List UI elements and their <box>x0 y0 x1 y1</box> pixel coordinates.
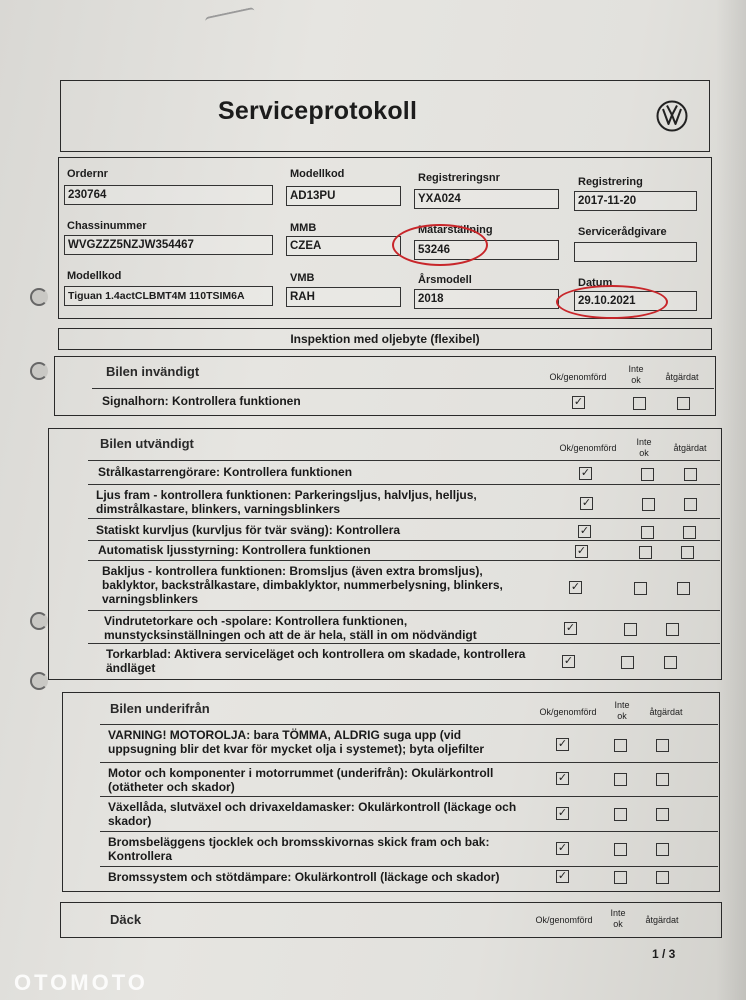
field-label-modellkod-2: Modellkod <box>67 270 122 282</box>
column-atgardat-header: åtgärdat <box>649 707 683 717</box>
vw-logo-icon <box>656 100 688 132</box>
table-row <box>100 831 718 832</box>
checkbox-ok[interactable]: ✓ <box>557 738 568 750</box>
table-row <box>88 560 720 561</box>
column-inte-header: Inte <box>636 437 652 447</box>
punch-hole <box>30 288 48 306</box>
column-atgardat-header: åtgärdat <box>645 915 679 925</box>
table-row <box>92 388 714 389</box>
row-text: Vindrutetorkare och -spolare: Kontrollera funktionen, munstycksinställningen och att de är hela, ställ in om nödvändigt <box>104 614 477 642</box>
field-value-ordernr: 230764 <box>64 185 273 205</box>
column-atgardat-header: åtgärdat <box>673 443 707 453</box>
checkbox-atgardat[interactable] <box>656 773 669 786</box>
table-row <box>88 643 720 644</box>
punch-hole <box>30 612 48 630</box>
table-row <box>88 610 720 611</box>
table-row <box>100 866 718 867</box>
row-text: Torkarblad: Aktivera serviceläget och kontrollera om skadade, kontrollera ändläget <box>106 647 526 675</box>
column-inte-ok-header: ok <box>639 448 649 458</box>
punch-hole <box>30 672 48 690</box>
checkbox-inte-ok[interactable] <box>634 582 647 595</box>
row-text: Automatisk ljusstyrning: Kontrollera funktionen <box>98 543 371 557</box>
column-inte-ok-header: ok <box>613 919 623 929</box>
field-value-mmb: CZEA <box>286 236 401 256</box>
checkbox-ok[interactable]: ✓ <box>576 545 587 557</box>
checkbox-ok[interactable]: ✓ <box>570 581 581 593</box>
checkbox-inte-ok[interactable] <box>614 843 627 856</box>
checkbox-atgardat[interactable] <box>681 546 694 559</box>
section-title: Bilen invändigt <box>106 364 200 379</box>
checkbox-inte-ok[interactable] <box>614 739 627 752</box>
field-label-chassinummer: Chassinummer <box>67 220 147 232</box>
field-value-chassinummer: WVGZZZ5NZJW354467 <box>64 235 273 255</box>
row-text: Ljus fram - kontrollera funktionen: Parkeringsljus, halvljus, helljus, dimstrålkastare, blinkers, varningsblinkers <box>96 488 477 516</box>
row-text: VARNING! MOTOROLJA: bara TÖMMA, ALDRIG suga upp (vid uppsugning blir det kvar för mycket olja i systemet); byta oljefilter <box>108 728 485 756</box>
field-value-datum: 29.10.2021 <box>574 291 697 311</box>
row-text: Växellåda, slutväxel och drivaxeldamasker: Okulärkontroll (läckage och skador) <box>108 800 517 828</box>
row-text: Bakljus - kontrollera funktionen: Bromsljus (även extra bromsljus), baklyktor, backstrålkastare, dimbaklyktor, nummerbelysning, blinkers, varningsblinkers <box>102 564 503 606</box>
checkbox-atgardat[interactable] <box>656 808 669 821</box>
checkbox-ok[interactable]: ✓ <box>580 467 591 479</box>
field-value-model: Tiguan 1.4actCLBMT4M 110TSIM6A <box>64 286 273 306</box>
table-row <box>100 762 718 763</box>
checkbox-inte-ok[interactable] <box>614 808 627 821</box>
page-title: Serviceprotokoll <box>218 97 418 125</box>
table-row <box>100 724 718 725</box>
checkbox-inte-ok[interactable] <box>639 546 652 559</box>
checkbox-inte-ok[interactable] <box>633 397 646 410</box>
field-label-vmb: VMB <box>290 272 315 284</box>
checkbox-ok[interactable]: ✓ <box>557 842 568 854</box>
checkbox-inte-ok[interactable] <box>624 623 637 636</box>
field-label-serviceradgivare: Servicerådgivare <box>578 226 667 238</box>
field-value-arsmodell: 2018 <box>414 289 559 309</box>
checkbox-ok[interactable]: ✓ <box>557 772 568 784</box>
column-ok-header: Ok/genomförd <box>559 443 617 453</box>
column-ok-header: Ok/genomförd <box>549 372 607 382</box>
checkbox-inte-ok[interactable] <box>642 498 655 511</box>
field-label-modellkod: Modellkod <box>290 168 345 180</box>
row-text: Signalhorn: Kontrollera funktionen <box>102 394 301 408</box>
red-circle-date <box>556 285 668 319</box>
watermark: OTOMOTO <box>14 970 148 995</box>
field-value-modellkod: AD13PU <box>286 186 401 206</box>
checkbox-inte-ok[interactable] <box>621 656 634 669</box>
inspection-banner: Inspektion med oljebyte (flexibel) <box>58 328 712 350</box>
column-inte-ok-header: ok <box>631 375 641 385</box>
row-text: Motor och komponenter i motorrummet (underifrån): Okulärkontroll (otätheter och skador) <box>108 766 494 794</box>
field-label-arsmodell: Årsmodell <box>418 274 472 286</box>
field-label-registreringsnr: Registreringsnr <box>418 172 500 184</box>
table-row <box>100 796 718 797</box>
field-label-registrering: Registrering <box>578 176 643 188</box>
field-value-matarstallning: 53246 <box>414 240 559 260</box>
checkbox-atgardat[interactable] <box>684 468 697 481</box>
red-circle-mileage <box>392 224 488 266</box>
field-value-vmb: RAH <box>286 287 401 307</box>
field-value-serviceradgivare <box>574 242 697 262</box>
table-row <box>88 460 720 461</box>
checkbox-ok[interactable]: ✓ <box>573 396 584 408</box>
checkbox-atgardat[interactable] <box>677 397 690 410</box>
section-title: Bilen utvändigt <box>100 436 194 451</box>
column-inte-ok-header: ok <box>617 711 627 721</box>
field-label-datum: Datum <box>578 277 613 289</box>
column-ok-header: Ok/genomförd <box>535 915 593 925</box>
checkbox-inte-ok[interactable] <box>614 871 627 884</box>
checkbox-atgardat[interactable] <box>684 498 697 511</box>
table-row <box>88 518 720 519</box>
checkbox-ok[interactable]: ✓ <box>557 807 568 819</box>
table-row <box>88 540 720 541</box>
checkbox-atgardat[interactable] <box>683 526 696 539</box>
column-inte-header: Inte <box>628 364 644 374</box>
field-label-ordernr: Ordernr <box>67 168 108 180</box>
checkbox-ok[interactable]: ✓ <box>563 655 574 667</box>
field-value-registrering: 2017-11-20 <box>574 191 697 211</box>
punch-hole <box>30 362 48 380</box>
field-value-registreringsnr: YXA024 <box>414 189 559 209</box>
field-label-mmb: MMB <box>290 222 317 234</box>
section-title: Bilen underifrån <box>110 701 210 716</box>
checkbox-atgardat[interactable] <box>664 656 677 669</box>
checkbox-ok[interactable]: ✓ <box>581 497 592 509</box>
column-ok-header: Ok/genomförd <box>539 707 597 717</box>
checkbox-inte-ok[interactable] <box>641 468 654 481</box>
checkbox-atgardat[interactable] <box>656 739 669 752</box>
row-text: Statiskt kurvljus (kurvljus för tvär sväng): Kontrollera <box>96 523 401 537</box>
checkbox-atgardat[interactable] <box>677 582 690 595</box>
checkbox-ok[interactable]: ✓ <box>565 622 576 634</box>
column-inte-header: Inte <box>614 700 630 710</box>
column-atgardat-header: åtgärdat <box>665 372 699 382</box>
checkbox-atgardat[interactable] <box>656 843 669 856</box>
table-row <box>88 484 720 485</box>
checkbox-ok[interactable]: ✓ <box>557 870 568 882</box>
page-number: 1 / 3 <box>652 947 676 961</box>
checkbox-atgardat[interactable] <box>656 871 669 884</box>
field-label-matarstallning: Mätarställning <box>418 224 493 236</box>
row-text: Strålkastarrengörare: Kontrollera funktionen <box>98 465 353 479</box>
checkbox-inte-ok[interactable] <box>641 526 654 539</box>
row-text: Bromssystem och stötdämpare: Okulärkontroll (läckage och skador) <box>108 870 500 884</box>
row-text: Bromsbeläggens tjocklek och bromsskivornas skick fram och bak: Kontrollera <box>108 835 490 863</box>
checkbox-ok[interactable]: ✓ <box>579 525 590 537</box>
checkbox-inte-ok[interactable] <box>614 773 627 786</box>
section-title: Däck <box>110 912 142 927</box>
column-inte-header: Inte <box>610 908 626 918</box>
checkbox-atgardat[interactable] <box>666 623 679 636</box>
